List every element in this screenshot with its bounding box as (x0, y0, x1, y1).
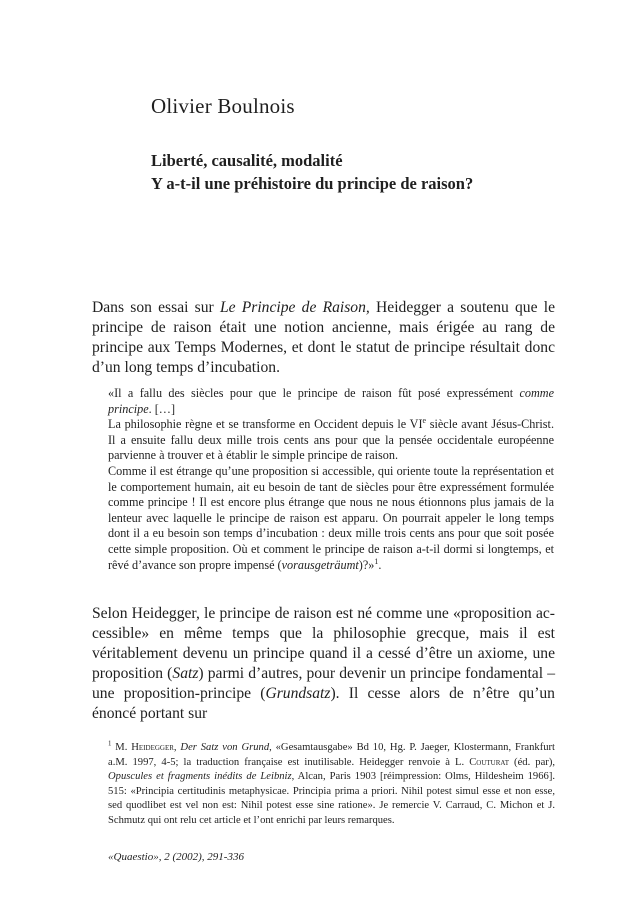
title-line-2: Y a-t-il une préhistoire du principe de raison? (151, 174, 474, 193)
footnote-author: Heidegger (131, 742, 174, 753)
heidegger-quote (108, 386, 554, 573)
quote-emphasis: comme principe (108, 386, 554, 416)
journal-reference: «Quaestio», 2 (2002), 291-336 (108, 851, 244, 863)
intro-paragraph (92, 298, 555, 378)
footnote-book-title: Opuscules et fragments inédits de Leibniz (108, 771, 292, 783)
title-line-1: Liberté, causalité, modalité (151, 151, 343, 170)
footnote-text: (éd. par), (508, 756, 555, 768)
footnote-text: M. (111, 742, 132, 753)
footnote-text: , «Gesamtausgabe» Bd 10, Hg. P. Jaeger, Klostermann, Frankfurt a.M. 1997, 4-5; la traduction française est inutilisable. Heidegger renvoie à L. (108, 742, 556, 768)
quote-text: . (378, 557, 382, 572)
para2-text: Selon Heidegger, le principe de raison est né comme une «proposition accessible» en même temps que la philosophie grecque, mais il est véritablement devenu un principe quand il a cessé d’être un axiome, une proposition ( (92, 605, 555, 682)
article-title (151, 149, 581, 195)
quote-text: siècle avant Jésus-Christ. Il a ensuite fallu deux mille trois cents ans pour que la pensée occidentale européenne parvienne à trouver et à établir le simple principe de raison. (108, 417, 554, 463)
footnote-1 (108, 741, 555, 829)
term-satz: Satz (172, 665, 199, 682)
footnote-number: 1 (108, 740, 112, 748)
footnote-book-title: Der Satz von Grund (180, 742, 270, 753)
intro-text-part1: Dans son essai sur (92, 299, 220, 316)
para2-text: ) parmi d’autres, pour devenir un principe fondamental – une proposition-principe ( (92, 665, 555, 702)
quote-line-2 (108, 417, 554, 464)
para2-text: ). Il cesse alors de n’être qu’un énoncé portant sur (92, 685, 555, 722)
intro-text-part2: Heidegger a soutenu que le principe de raison était une notion ancienne, mais érigée au rang de principe aux Temps Modernes, et dont le statut de principe résultait donc d’un long temps d’incubation. (92, 299, 555, 376)
term-grundsatz: Grundsatz (265, 685, 331, 702)
footnote-text: , Alcan, Paris 1903 [réimpression: Olms, Hildesheim 1966]. 515: «Principia certitudinis metaphysicae. Principia prima a priori. Nihil potest simul esse et non esse, sed quodlibet est vel non est: Nihil potest esse sine ratione». Je remercie V. Carraud, C. Michon et J. Schmutz qui ont relu cet article et l’ont enrichi par leurs remarques. (108, 771, 555, 826)
quote-text: . […] (148, 401, 176, 416)
author-name: Olivier Boulnois (151, 94, 295, 118)
footnote-reference[interactable]: 1 (374, 556, 379, 566)
quote-emphasis: vorausgeträumt (281, 557, 359, 572)
quote-line-3 (108, 464, 554, 573)
quote-text: Comme il est étrange qu’une proposition si accessible, qui oriente toute la représentation et le comportement humain, ait eu besoin de tant de siècles pour être expressément formulée comme principe ! Il est encore plus étrange que nous ne nous étionnons plus jamais de la lenteur avec laquelle le principe de raison est apparu. On pourrait appeler le long temps dont il a eu besoin son temps d’incubation : deux mille trois cents ans pour que soit posée cette simple proposition. Où et comment le principe de raison a-t-il dormi si longtemps, et rêvé d’avance son propre impensé ( (108, 463, 554, 572)
intro-book-title: Le Principe de Raison, (219, 299, 370, 316)
quote-text: «Il a fallu des siècles pour que le principe de raison fût posé expressément (108, 386, 520, 400)
body-paragraph-2 (92, 604, 555, 724)
footnote-text: , (173, 742, 181, 753)
quote-text: )?» (358, 557, 375, 572)
quote-text: La philosophie règne et se transforme en Occident depuis le VI (108, 417, 423, 432)
quote-superscript: e (422, 416, 427, 426)
footnote-editor: Couturat (469, 756, 509, 768)
quote-line-1 (108, 386, 554, 417)
